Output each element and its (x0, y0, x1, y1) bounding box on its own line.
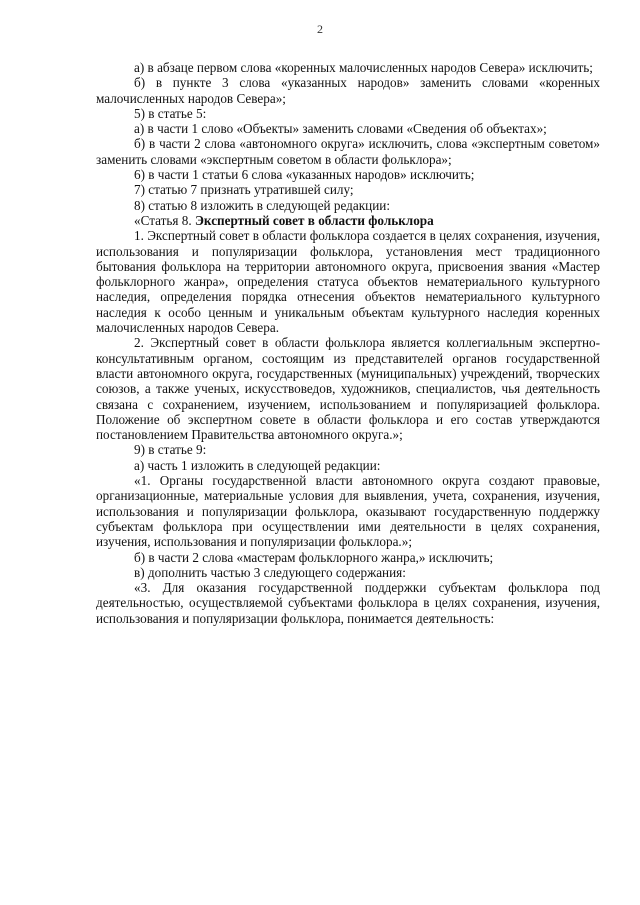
paragraph: 6) в части 1 статьи 6 слова «указанных народов» исключить; (134, 167, 475, 183)
paragraph: б) в части 2 слова «автономного округа» исключить, слова «экспертным советом» заменить словами «экспертным советом в области фольклора»; (96, 136, 600, 167)
paragraph: «3. Для оказания государственной поддержки субъектам фольклора под деятельностью, осуществляемой субъектами фольклора в целях сохранения, изучения, использования и популяризации фольклора, понимается деятельность: (96, 580, 600, 626)
paragraph: а) часть 1 изложить в следующей редакции: (134, 457, 381, 473)
paragraph: 2. Экспертный совет в области фольклора является коллегиальным экспертно-консультативным органом, состоящим из представителей органов государственной власти автономного округа, государственных (муниципальных) учреждений, творческих союзов, а также ученых, искусствоведов, художников, специалистов, чья деятельность связана с сохранением, изучением, использованием и популяризацией фольклора. Положение об экспертном совете в области фольклора и его состав утверждаются постановлением Правительства автономного округа.»; (96, 335, 600, 443)
paragraph: 9) в статье 9: (134, 442, 207, 458)
paragraph: 1. Экспертный совет в области фольклора создается в целях сохранения, изучения, использования и популяризации фольклора, установления мест традиционного бытования фольклора на территории автономного округа, присвоения звания «Мастер фольклорного жанра», определения статуса объектов нематериального культурного наследия, определения порядка отнесения объектов нематериального культурного наследия к особо ценным и уникальным объектам культурного наследия коренных малочисленных народов Севера. (96, 228, 600, 336)
article-heading-title: Экспертный совет в области фольклора (194, 212, 434, 228)
article-heading-prefix: «Статья 8. (134, 212, 195, 228)
paragraph: 5) в статье 5: (134, 105, 207, 121)
document-body (96, 60, 600, 626)
page-number: 2 (317, 22, 323, 36)
paragraph: а) в части 1 слово «Объекты» заменить словами «Сведения об объектах»; (134, 121, 547, 137)
paragraph: 8) статью 8 изложить в следующей редакции: (134, 197, 390, 213)
article-heading (96, 213, 600, 228)
paragraph: б) в части 2 слова «мастерам фольклорного жанра,» исключить; (134, 549, 494, 565)
paragraph: в) дополнить частью 3 следующего содержания: (134, 564, 406, 580)
paragraph: 7) статью 7 признать утратившей силу; (134, 182, 354, 198)
paragraph: а) в абзаце первом слова «коренных малочисленных народов Севера» исключить; (134, 60, 593, 75)
paragraph: «1. Органы государственной власти автономного округа создают правовые, организационные, материальные условия для выявления, учета, сохранения, изучения, использования и популяризации фольклора, оказывают государственную поддержку субъектам фольклора при осуществлении ими деятельности в целях сохранения, изучения, использования и популяризации фольклора.»; (96, 473, 600, 550)
paragraph: б) в пункте 3 слова «указанных народов» заменить словами «коренных малочисленных народов Севера»; (96, 75, 600, 106)
